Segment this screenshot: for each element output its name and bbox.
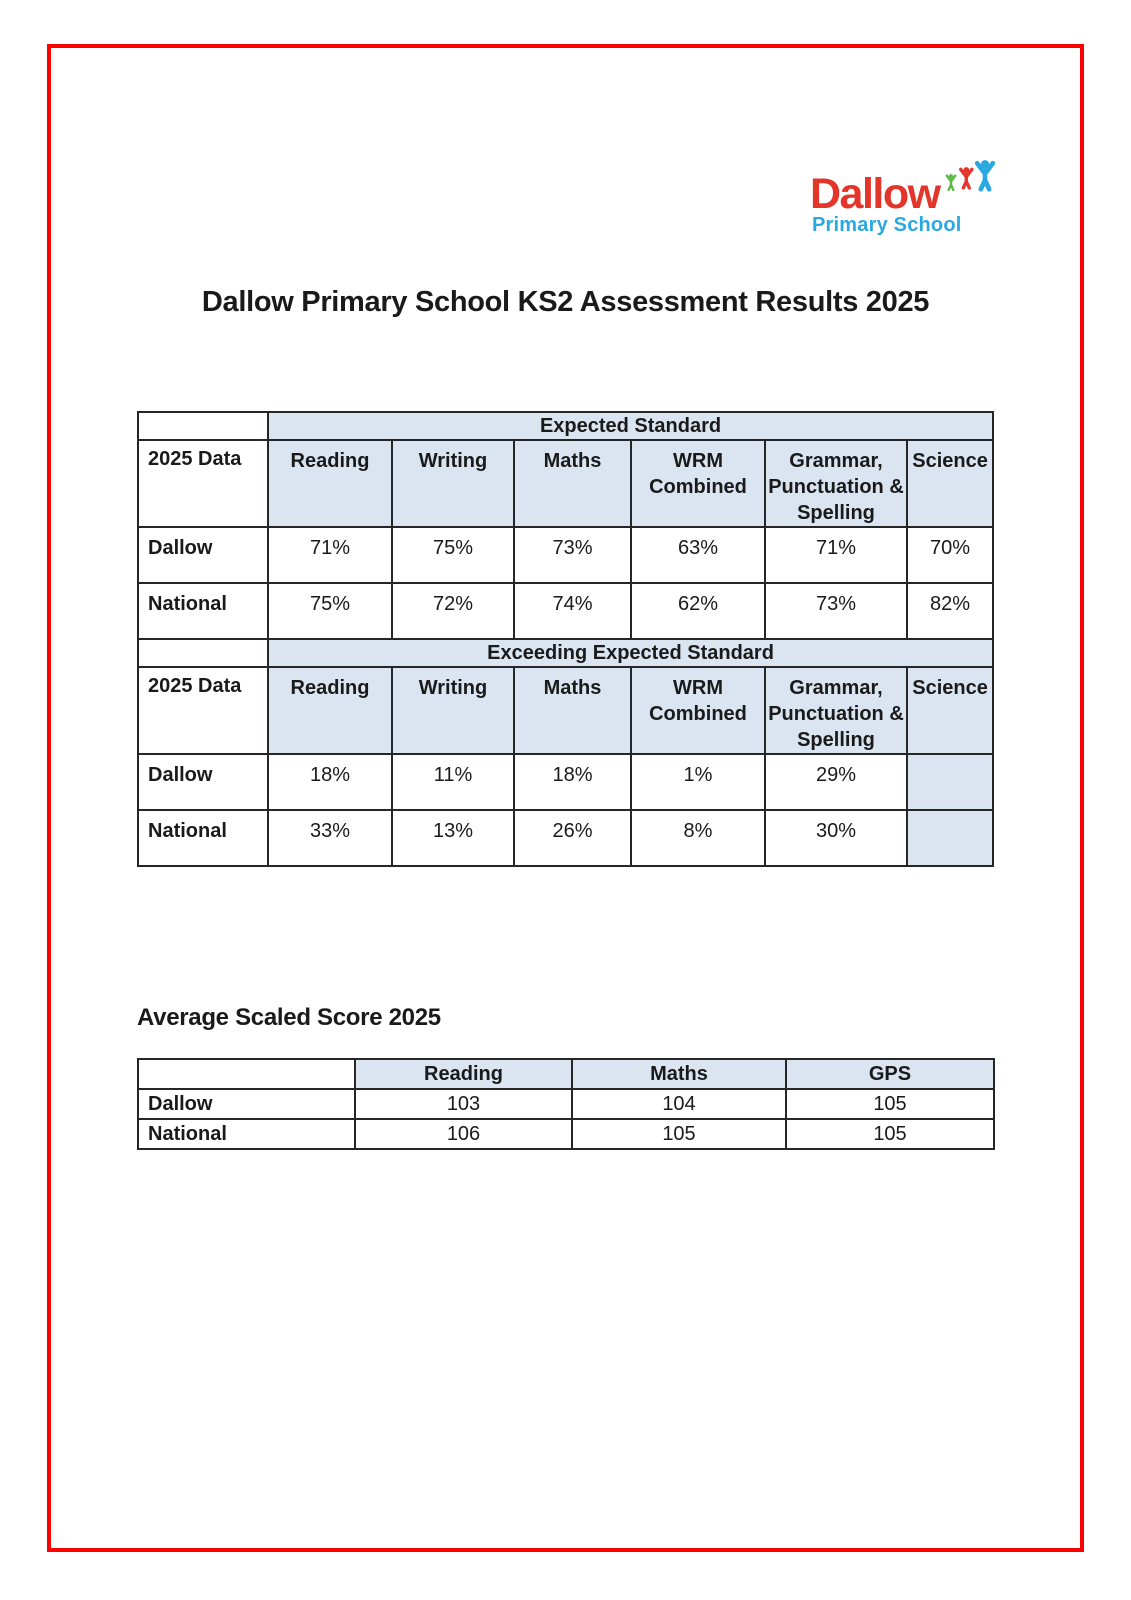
data-cell: 1% xyxy=(631,754,765,810)
column-header-gps: Grammar, Punctuation & Spelling xyxy=(765,440,907,527)
column-header-gps: Grammar, Punctuation & Spelling xyxy=(765,667,907,754)
scaled-score-table xyxy=(137,1058,995,1150)
data-cell: 105 xyxy=(786,1089,994,1119)
data-cell: 75% xyxy=(392,527,514,583)
data-cell: 73% xyxy=(514,527,631,583)
data-cell: 71% xyxy=(765,527,907,583)
column-header-writing: Writing xyxy=(392,667,514,754)
logo-subtitle: Primary School xyxy=(812,214,962,236)
data-cell: 105 xyxy=(786,1119,994,1149)
data-cell-empty xyxy=(907,754,993,810)
column-header-row xyxy=(138,440,993,527)
column-header-wrm: WRM Combined xyxy=(631,440,765,527)
corner-cell xyxy=(138,412,268,440)
section-header-expected: Expected Standard xyxy=(268,412,993,440)
logo-wordmark: Dallow xyxy=(810,170,940,218)
column-header-science: Science xyxy=(907,667,993,754)
section-strip-exceeding xyxy=(138,639,993,667)
column-header-gps: GPS xyxy=(786,1059,994,1089)
data-cell: 71% xyxy=(268,527,392,583)
column-header-maths: Maths xyxy=(514,440,631,527)
column-header-maths: Maths xyxy=(514,667,631,754)
section-strip-expected xyxy=(138,412,993,440)
data-cell: 29% xyxy=(765,754,907,810)
column-header-row xyxy=(138,1059,994,1089)
corner-cell xyxy=(138,639,268,667)
row-label-header: 2025 Data xyxy=(138,667,268,754)
column-header-wrm: WRM Combined xyxy=(631,667,765,754)
data-cell: 75% xyxy=(268,583,392,639)
data-cell: 8% xyxy=(631,810,765,866)
data-cell: 82% xyxy=(907,583,993,639)
table-row-exceeding-dallow xyxy=(138,754,993,810)
data-cell: 18% xyxy=(268,754,392,810)
section-header-exceeding: Exceeding Expected Standard xyxy=(268,639,993,667)
data-cell: 73% xyxy=(765,583,907,639)
data-cell: 103 xyxy=(355,1089,572,1119)
page-title: Dallow Primary School KS2 Assessment Results 2025 xyxy=(201,286,930,318)
school-logo xyxy=(800,150,1010,245)
corner-cell xyxy=(138,1059,355,1089)
row-label: Dallow xyxy=(138,754,268,810)
data-cell: 63% xyxy=(631,527,765,583)
column-header-reading: Reading xyxy=(268,667,392,754)
data-cell: 11% xyxy=(392,754,514,810)
data-cell: 30% xyxy=(765,810,907,866)
data-cell: 18% xyxy=(514,754,631,810)
data-cell: 72% xyxy=(392,583,514,639)
column-header-science: Science xyxy=(907,440,993,527)
row-label-header: 2025 Data xyxy=(138,440,268,527)
table-row-exceeding-national xyxy=(138,810,993,866)
data-cell: 33% xyxy=(268,810,392,866)
row-label: National xyxy=(138,1119,355,1149)
column-header-reading: Reading xyxy=(268,440,392,527)
table-row-score-dallow xyxy=(138,1089,994,1119)
data-cell: 104 xyxy=(572,1089,786,1119)
row-label: Dallow xyxy=(138,527,268,583)
data-cell: 106 xyxy=(355,1119,572,1149)
table-row-expected-dallow xyxy=(138,527,993,583)
results-table xyxy=(137,411,994,867)
column-header-writing: Writing xyxy=(392,440,514,527)
data-cell: 13% xyxy=(392,810,514,866)
data-cell-empty xyxy=(907,810,993,866)
data-cell: 74% xyxy=(514,583,631,639)
row-label: Dallow xyxy=(138,1089,355,1119)
row-label: National xyxy=(138,810,268,866)
data-cell: 62% xyxy=(631,583,765,639)
table-row-score-national xyxy=(138,1119,994,1149)
data-cell: 70% xyxy=(907,527,993,583)
row-label: National xyxy=(138,583,268,639)
data-cell: 26% xyxy=(514,810,631,866)
column-header-maths: Maths xyxy=(572,1059,786,1089)
column-header-row xyxy=(138,667,993,754)
column-header-reading: Reading xyxy=(355,1059,572,1089)
table-row-expected-national xyxy=(138,583,993,639)
scaled-score-heading: Average Scaled Score 2025 xyxy=(137,1004,441,1031)
logo-figures-icon xyxy=(942,158,998,200)
data-cell: 105 xyxy=(572,1119,786,1149)
